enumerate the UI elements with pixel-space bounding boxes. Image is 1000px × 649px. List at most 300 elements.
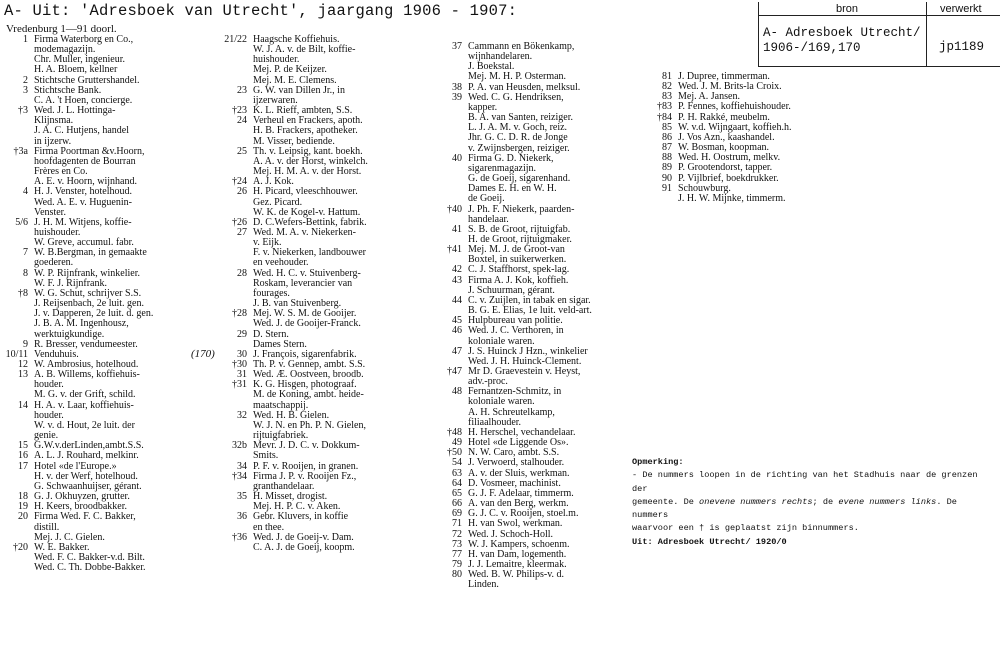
resident-entry: A. H. Schreutelkamp,: [468, 406, 555, 418]
resident-entry: Venduhuis.: [34, 348, 79, 360]
house-number: 86: [662, 131, 672, 143]
address-entry: [432, 205, 592, 215]
house-number: 87: [662, 142, 672, 154]
address-entry: [2, 563, 153, 573]
resident-entry: B. A. van Santen, reiziger.: [468, 112, 573, 124]
resident-entry: J. S. Huinck J Hzn., winkelier: [468, 345, 588, 357]
resident-entry: Cammann en Bökenkamp,: [468, 41, 575, 52]
resident-entry: Th. v. Leipsig, kant. boekh.: [253, 145, 363, 157]
house-number: [432, 164, 468, 174]
house-number: 77: [452, 548, 462, 560]
resident-entry: v. Zwijnsbergen, reiziger.: [468, 142, 570, 154]
house-number: 5/6: [15, 216, 28, 228]
resident-entry: Frères en Co.: [34, 166, 88, 178]
resident-entry: P. Vijlbrief, boekdrukker.: [678, 172, 779, 184]
resident-entry: Smits.: [253, 450, 279, 462]
house-number: 8: [23, 267, 28, 279]
resident-entry: modemagazijn.: [34, 44, 96, 56]
address-entry: [2, 319, 153, 329]
house-number: 13: [18, 369, 28, 381]
resident-entry: W. Bosman, koopman.: [678, 142, 770, 154]
resident-entry: Wed. B. W. Philips-v. d.: [468, 569, 565, 581]
house-number: 45: [452, 315, 462, 327]
address-entry: [214, 319, 368, 329]
resident-entry: W. J. Kampers, schoenm.: [468, 538, 570, 550]
address-entry: [2, 421, 153, 431]
house-number: 9: [23, 338, 28, 350]
house-number: †23: [232, 105, 247, 117]
resident-entry: in ijzerw.: [34, 135, 72, 147]
resident-entry: D. C.Wefers-Bettink, fabrik.: [253, 216, 367, 228]
house-number: [432, 184, 468, 194]
resident-entry: Firma Poortman &v.Hoorn,: [34, 145, 145, 157]
house-number: [432, 103, 468, 113]
stamp-source-text: [763, 26, 921, 56]
resident-entry: Dames E. H. en W. H.: [468, 183, 557, 195]
house-number: [214, 340, 253, 350]
house-number: 32: [237, 409, 247, 421]
house-number: [2, 563, 34, 573]
house-number: [2, 523, 34, 533]
house-number: [2, 299, 34, 309]
house-number: †47: [447, 366, 462, 377]
house-number: [214, 421, 253, 431]
house-number: 32b: [232, 440, 247, 452]
house-number: 30: [237, 348, 247, 360]
resident-entry: werktuigkundige.: [34, 328, 105, 340]
resident-entry: Mr D. Graevestein v. Heyst,: [468, 366, 581, 377]
resident-entry: F. v. Niekerken, landbouwer: [253, 247, 366, 259]
resident-entry: W. K. de Kogel-v. Hattum.: [253, 206, 361, 218]
address-entry: [2, 187, 153, 197]
resident-entry: G. de Goeij, sigarenhand.: [468, 173, 571, 185]
resident-entry: Linden.: [468, 579, 499, 591]
resident-entry: Th. P. v. Gennep, ambt. S.S.: [253, 359, 366, 370]
house-number: 65: [452, 487, 462, 499]
house-number: [2, 45, 34, 55]
address-entry: [214, 543, 368, 553]
house-number: [2, 65, 34, 75]
resident-entry: W. G. Schut, schrijver S.S.: [34, 287, 142, 299]
resident-entry: W. v. d. Hout, 2e luit. der: [34, 419, 135, 431]
house-number: [214, 279, 253, 289]
resident-entry: J. v. Dapperen, 2e luit. d. gen.: [34, 308, 154, 320]
resident-entry: J. B. A. M. Ingenhousz,: [34, 318, 129, 330]
house-number: †41: [447, 244, 462, 256]
resident-entry: C. A. 't Hoen, concierge.: [34, 94, 133, 106]
house-number: 25: [237, 145, 247, 157]
house-number: 73: [452, 538, 462, 550]
resident-entry: de Goeij.: [468, 193, 505, 205]
resident-entry: en thee.: [253, 521, 285, 533]
house-number: 19: [18, 501, 28, 513]
house-number: [214, 55, 253, 65]
resident-entry: A. E. v. Hoorn, wijnhand.: [34, 176, 137, 188]
resident-entry: koloniale waren.: [468, 335, 535, 347]
house-number: [214, 543, 253, 553]
house-number: [2, 55, 34, 65]
resident-entry: J. Ph. F. Niekerk, paarden-: [468, 203, 575, 215]
resident-entry: Mej. M. H. P. Osterman.: [468, 71, 567, 83]
remark-block: [632, 456, 992, 549]
resident-entry: Wed. J. de Gooijer-Franck.: [253, 318, 361, 330]
resident-entry: Schouwburg.: [678, 182, 731, 194]
resident-entry: houder.: [34, 409, 64, 421]
house-number: 81: [662, 71, 672, 82]
house-number: [432, 72, 468, 82]
resident-entry: G. Schwaanhuijser, gérant.: [34, 480, 142, 492]
house-number: 36: [237, 511, 247, 523]
house-number: [214, 289, 253, 299]
address-entry: [640, 194, 791, 204]
house-number: [214, 45, 253, 55]
resident-entry: C. J. Staffhorst, spek-lag.: [468, 264, 570, 276]
address-entry: [2, 370, 153, 380]
house-number: 40: [452, 152, 462, 164]
resident-entry: Wed. Æ. Oostveen, broodb.: [253, 369, 364, 381]
resident-entry: P. Grootendorst, tapper.: [678, 162, 773, 174]
resident-entry: W. Ambrosius, hotelhoud.: [34, 359, 139, 370]
resident-entry: J. Schuurman, gérant.: [468, 284, 555, 296]
resident-entry: L. J. A. M. v. Goch, reiz.: [468, 122, 568, 134]
address-entry: [214, 279, 368, 289]
resident-entry: Hotel «de l'Europe.»: [34, 460, 117, 472]
house-number: †3: [18, 105, 28, 117]
address-entry: [432, 580, 592, 590]
house-number: [2, 228, 34, 238]
remark-emphasis: evene nummers links: [838, 496, 937, 507]
house-number: [214, 198, 253, 208]
resident-entry: Firma Waterborg en Co.,: [34, 34, 134, 45]
resident-entry: Wed. J. de Goeij-v. Dam.: [253, 531, 354, 543]
house-number: [214, 65, 253, 75]
resident-entry: S. B. de Groot, rijtuigfab.: [468, 223, 571, 235]
house-number: [432, 194, 468, 204]
house-number: 66: [452, 498, 462, 510]
house-number: [214, 451, 253, 461]
house-number: [432, 408, 468, 418]
house-number: [432, 397, 468, 407]
address-entry: [432, 93, 592, 103]
resident-entry: P. A. van Heusden, melksul.: [468, 81, 581, 93]
house-number: 16: [18, 450, 28, 462]
remark-line-2: [632, 496, 992, 523]
resident-entry: Stichtsche Bank.: [34, 84, 102, 96]
address-entry: [432, 519, 592, 529]
address-entry: [214, 441, 368, 451]
house-number: 91: [662, 182, 672, 194]
address-entry: [214, 187, 368, 197]
resident-entry: Mej. W. S. M. de Gooijer.: [253, 308, 357, 320]
resident-entry: goederen.: [34, 257, 74, 269]
resident-entry: Fernantzen-Schmitz, in: [468, 386, 562, 398]
house-number: 20: [18, 511, 28, 523]
resident-entry: sigarenmagazijn.: [468, 162, 537, 174]
resident-entry: J. A. C. Hutjens, handel: [34, 125, 129, 137]
house-number: 7: [23, 247, 28, 259]
house-number: 79: [452, 558, 462, 570]
resident-entry: H. B. Frackers, apotheker.: [253, 125, 358, 137]
house-number: [214, 238, 253, 248]
page-number-margin-note: (170): [191, 348, 215, 360]
resident-entry: Dames Stern.: [253, 338, 307, 350]
resident-entry: Stichtsche Gruttershandel.: [34, 74, 140, 86]
house-number: [432, 113, 468, 123]
house-number: 12: [18, 359, 28, 370]
resident-entry: Firma G. D. Niekerk,: [468, 152, 554, 164]
resident-entry: A. v. der Sluis, werkman.: [468, 467, 570, 479]
address-column-3: [432, 42, 592, 590]
resident-entry: handelaar.: [468, 213, 509, 225]
resident-entry: rijtuigfabriek.: [253, 430, 309, 442]
remark-text: ; de: [812, 496, 839, 507]
stamp-source-line1: A- Adresboek Utrecht/: [763, 26, 921, 40]
resident-entry: G.W.v.derLinden,ambt.S.S.: [34, 440, 144, 452]
house-number: [214, 157, 253, 167]
resident-entry: hoofdagenten de Bourran: [34, 155, 136, 167]
house-number: [2, 380, 34, 390]
house-number: †31: [232, 379, 247, 391]
resident-entry: H. de Groot, rijtuigmaker.: [468, 233, 572, 245]
house-number: [432, 337, 468, 347]
remark-line-3: waarvoor een † is geplaatst zijn binnummers.: [632, 523, 859, 534]
resident-entry: kapper.: [468, 101, 498, 113]
resident-entry: H. Misset, drogist.: [253, 491, 328, 503]
resident-entry: H. A. v. Laar, koffiehuis-: [34, 399, 134, 411]
house-number: [432, 306, 468, 316]
house-number: [2, 319, 34, 329]
house-number: [214, 502, 253, 512]
house-number: 35: [237, 491, 247, 503]
remark-text: . De nummers: [632, 496, 957, 521]
resident-entry: Mej. H. P. C. v. Aken.: [253, 501, 341, 513]
resident-entry: A. J. Kok.: [253, 176, 294, 188]
resident-entry: C. v. Zuijlen, in tabak en sigar.: [468, 294, 591, 306]
house-number: 71: [452, 518, 462, 530]
resident-entry: J. Boekstal.: [468, 61, 515, 73]
resident-entry: Wed. H. B. Gielen.: [253, 409, 330, 421]
resident-entry: adv.-proc.: [468, 376, 508, 388]
house-number: 3: [23, 84, 28, 96]
resident-entry: genie.: [34, 430, 59, 442]
house-number: 1: [23, 34, 28, 45]
resident-entry: en veehouder.: [253, 257, 309, 269]
resident-entry: B. G. E. Elias, 1e luit. veld-art.: [468, 305, 592, 317]
house-number: [2, 472, 34, 482]
resident-entry: Mej. P. de Keijzer.: [253, 64, 327, 76]
house-number: [432, 215, 468, 225]
resident-entry: Wed. J. C. Verthoren, in: [468, 325, 564, 337]
resident-entry: K. L. Rieff, ambten, S.S.: [253, 105, 353, 117]
house-number: 47: [452, 345, 462, 357]
resident-entry: Mej. H. M. A. v. der Horst.: [253, 166, 362, 178]
house-number: [432, 144, 468, 154]
house-number: 44: [452, 294, 462, 306]
resident-entry: J. Verwoerd, stalhouder.: [468, 457, 565, 469]
address-column-4: [640, 72, 791, 204]
address-entry: [2, 106, 153, 116]
resident-entry: wijnhandelaren.: [468, 51, 533, 63]
house-number: †48: [447, 426, 462, 438]
house-number: [2, 177, 34, 187]
resident-entry: Chr. Muller, ingenieur.: [34, 54, 125, 66]
house-number: 48: [452, 386, 462, 398]
house-number: [2, 330, 34, 340]
house-number: 27: [237, 226, 247, 238]
house-number: [432, 580, 468, 590]
house-number: [2, 411, 34, 421]
house-number: 37: [452, 41, 462, 52]
address-entry: [432, 326, 592, 336]
resident-entry: Wed. A. E. v. Huguenin-: [34, 196, 132, 208]
house-number: 63: [452, 467, 462, 479]
address-column-1: [2, 35, 153, 573]
house-number: 18: [18, 491, 28, 503]
resident-entry: H. J. Venster, hotelhoud.: [34, 186, 133, 198]
house-number: [214, 137, 253, 147]
house-number: 4: [23, 186, 28, 198]
address-entry: [432, 194, 592, 204]
house-number: 31: [237, 369, 247, 381]
house-number: [2, 553, 34, 563]
resident-entry: Wed. J. M. Brits-la Croix.: [678, 81, 782, 93]
resident-entry: Wed. H. C. v. Stuivenberg-: [253, 267, 361, 279]
address-entry: [2, 248, 153, 258]
house-number: 43: [452, 274, 462, 286]
house-number: [214, 76, 253, 86]
house-number: †24: [232, 176, 247, 188]
resident-entry: W. E. Bakker.: [34, 541, 90, 553]
house-number: †50: [447, 447, 462, 459]
resident-entry: J. H. M. Witjens, koffie-: [34, 216, 132, 228]
address-entry: [432, 184, 592, 194]
house-number: [2, 421, 34, 431]
resident-entry: D. Stern.: [253, 328, 289, 340]
stamp-bron-label: bron: [836, 3, 859, 15]
address-entry: [2, 401, 153, 411]
house-number: †26: [232, 216, 247, 228]
resident-entry: J. Dupree, timmerman.: [678, 71, 770, 82]
resident-entry: A. L. J. Rouhard, melkinr.: [34, 450, 139, 462]
resident-entry: filiaalhouder.: [468, 416, 522, 428]
house-number: 24: [237, 115, 247, 127]
house-number: [2, 309, 34, 319]
house-number: 10/11: [5, 348, 28, 360]
house-number: 88: [662, 152, 672, 164]
resident-entry: Gebr. Kluvers, in koffie: [253, 511, 349, 523]
resident-entry: Hotel «de Liggende Os».: [468, 437, 569, 449]
house-number: [214, 126, 253, 136]
house-number: 41: [452, 223, 462, 235]
resident-entry: maatschappij.: [253, 399, 309, 411]
house-number: †20: [13, 541, 28, 553]
remark-emphasis: onevene nummers rechts: [699, 496, 813, 507]
house-number: [432, 133, 468, 143]
resident-entry: J. Reijsenbach, 2e luit. gen.: [34, 298, 144, 310]
resident-entry: G. J. Okhuyzen, grutter.: [34, 491, 130, 503]
house-number: †36: [232, 531, 247, 543]
house-number: 49: [452, 437, 462, 449]
address-column-2: [214, 35, 368, 553]
resident-entry: M. de Koning, ambt. heide-: [253, 389, 364, 401]
resident-entry: A. van den Berg, werkm.: [468, 498, 569, 510]
house-number: 26: [237, 186, 247, 198]
stamp-verwerkt-label: verwerkt: [940, 3, 982, 15]
document-header-title: A- Uit: 'Adresboek van Utrecht', jaargang 1906 - 1907:: [4, 2, 518, 20]
house-number: 17: [18, 460, 28, 472]
resident-entry: W. Greve, accumul. fabr.: [34, 237, 134, 249]
house-number: 80: [452, 569, 462, 581]
resident-entry: Mej. J. C. Gielen.: [34, 531, 105, 543]
resident-entry: G. J. C. v. Rooijen, stoel.m.: [468, 508, 579, 520]
house-number: 34: [237, 460, 247, 472]
resident-entry: Wed. F. C. Bakker-v.d. Bilt.: [34, 551, 145, 563]
address-entry: [2, 198, 153, 208]
house-number: 64: [452, 477, 462, 489]
house-number: 46: [452, 325, 462, 337]
house-number: 14: [18, 399, 28, 411]
resident-entry: Wed. J. L. Hottinga-: [34, 105, 116, 117]
stamp-divider-horizontal: [759, 15, 1000, 16]
house-number: 29: [237, 328, 247, 340]
resident-entry: K. G. Hisgen, photograaf.: [253, 379, 357, 391]
address-entry: [2, 512, 153, 522]
resident-entry: huishouder.: [253, 54, 300, 66]
resident-entry: houder.: [34, 379, 64, 391]
house-number: 85: [662, 121, 672, 133]
resident-entry: huishouder.: [34, 226, 81, 238]
house-number: 38: [452, 81, 462, 93]
resident-entry: fourages.: [253, 287, 290, 299]
resident-entry: Roskam, leverancier van: [253, 277, 353, 289]
house-number: 28: [237, 267, 247, 279]
resident-entry: W. J. N. en Ph. P. N. Gielen,: [253, 419, 366, 431]
resident-entry: H. Herschel, vechandelaar.: [468, 426, 576, 438]
house-number: [432, 174, 468, 184]
house-number: [2, 258, 34, 268]
resident-entry: P. Fennes, koffiehuishouder.: [678, 101, 791, 113]
house-number: 72: [452, 528, 462, 540]
house-number: †40: [447, 203, 462, 215]
resident-entry: A. B. Willems, koffiehuis-: [34, 369, 140, 381]
resident-entry: Mej. A. Jansen.: [678, 91, 740, 103]
resident-entry: G. W. van Dillen Jr., in: [253, 84, 345, 96]
resident-entry: W. J. A. v. de Bilt, koffie-: [253, 44, 356, 56]
resident-entry: J. François, sigarenfabrik.: [253, 348, 357, 360]
resident-entry: H. A. Bloem, kellner: [34, 64, 118, 76]
resident-entry: granthandelaar.: [253, 480, 315, 492]
house-number: [2, 167, 34, 177]
house-number: [214, 390, 253, 400]
house-number: 89: [662, 162, 672, 174]
house-number: [432, 123, 468, 133]
resident-entry: Wed. C. G. Hendriksen,: [468, 91, 564, 103]
house-number: 42: [452, 264, 462, 276]
remark-text: gemeente. De: [632, 496, 700, 507]
stamp-divider-vertical: [926, 2, 927, 66]
house-number: 39: [452, 91, 462, 103]
house-number: 21/22: [224, 34, 247, 45]
resident-entry: P. F. v. Rooijen, in granen.: [253, 460, 359, 472]
house-number: 69: [452, 508, 462, 520]
resident-entry: G. J. F. Adelaar, timmerm.: [468, 487, 574, 499]
house-number: [432, 286, 468, 296]
remark-source: Uit: Adresboek Utrecht/ 1920/0: [632, 536, 787, 547]
resident-entry: Gez. Picard.: [253, 196, 303, 208]
stamp-source-line2: 1906-/169,170: [763, 41, 861, 55]
house-number: †83: [657, 101, 672, 113]
resident-entry: Mej. M. E. Clemens.: [253, 74, 337, 86]
